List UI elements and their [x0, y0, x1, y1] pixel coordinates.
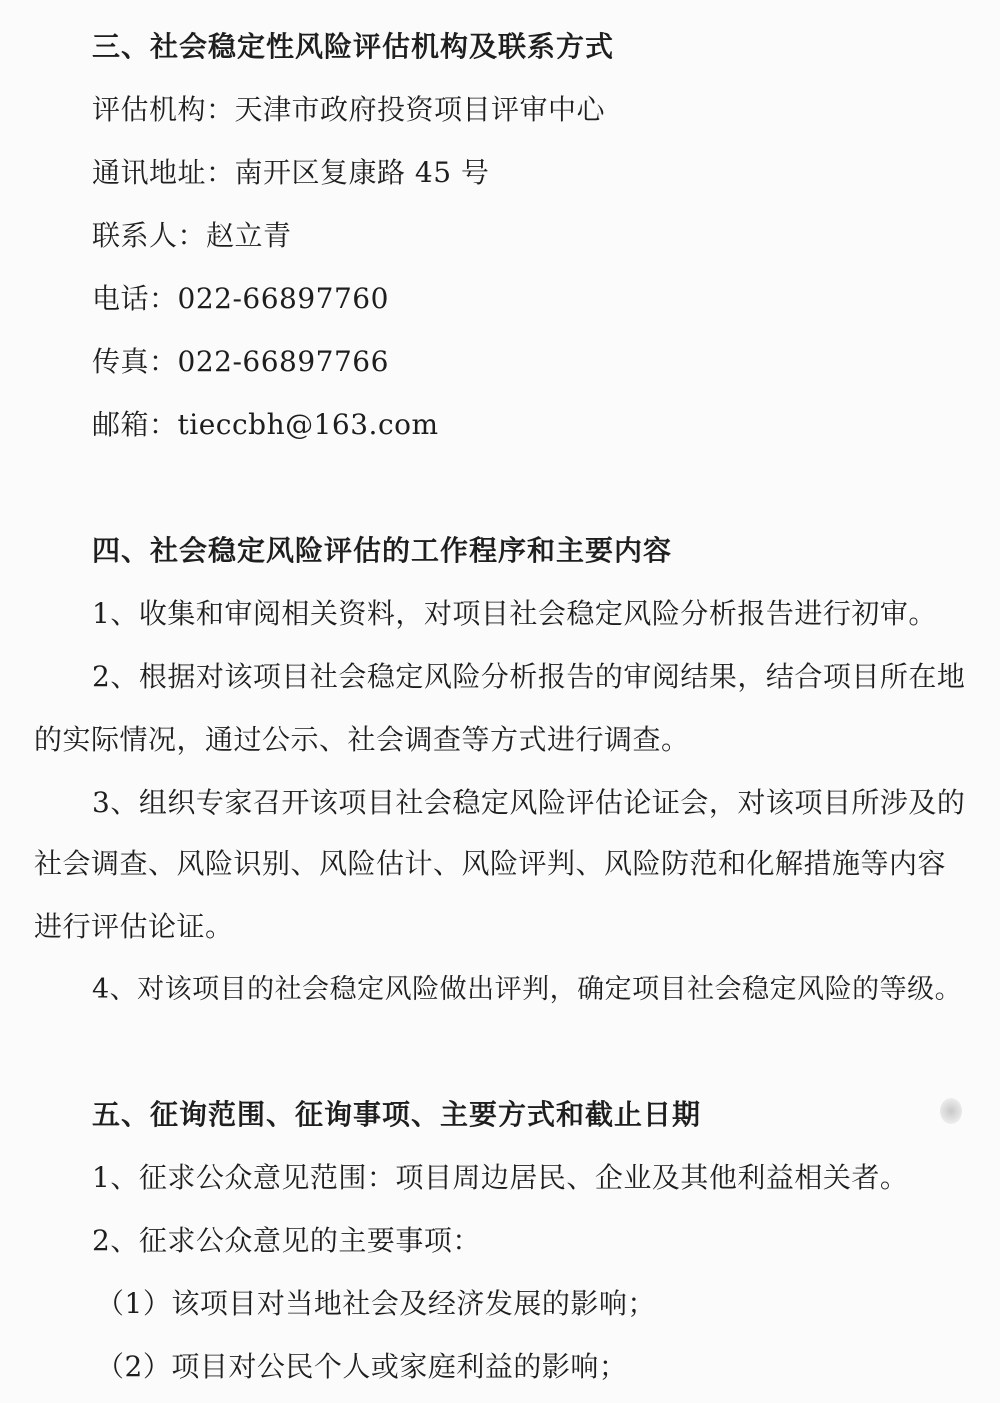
section4-item3-line2: 社会调查、风险识别、风险估计、风险评判、风险防范和化解措施等内容 [34, 847, 947, 880]
section4-heading: 四、社会稳定风险评估的工作程序和主要内容 [92, 534, 673, 567]
section5-item1: 1、征求公众意见范围：项目周边居民、企业及其他利益相关者。 [92, 1161, 909, 1194]
section4-item2-line1: 2、根据对该项目社会稳定风险分析报告的审阅结果，结合项目所在地 [92, 660, 966, 693]
eval-org: 评估机构：天津市政府投资项目评审中心 [92, 93, 606, 126]
phone: 电话：022-66897760 [92, 282, 389, 315]
email: 邮箱：tieccbh@163.com [92, 408, 439, 441]
section4-item1: 1、收集和审阅相关资料，对项目社会稳定风险分析报告进行初审。 [92, 597, 937, 630]
mail-address: 通讯地址：南开区复康路 45 号 [92, 156, 490, 189]
fax: 传真：022-66897766 [92, 345, 389, 378]
section4-item3-line1: 3、组织专家召开该项目社会稳定风险评估论证会，对该项目所涉及的 [92, 786, 966, 819]
section4-item4: 4、对该项目的社会稳定风险做出评判，确定项目社会稳定风险的等级。 [92, 974, 963, 1005]
section4-item2-line2: 的实际情况，通过公示、社会调查等方式进行调查。 [34, 723, 690, 756]
section4-item3-line3: 进行评估论证。 [34, 910, 234, 943]
section3-heading: 三、社会稳定性风险评估机构及联系方式 [92, 30, 615, 63]
section5-sub1: （1）该项目对当地社会及经济发展的影响； [96, 1287, 656, 1320]
contact-person: 联系人：赵立青 [92, 219, 292, 252]
section5-sub2: （2）项目对公民个人或家庭利益的影响； [96, 1350, 628, 1383]
section5-heading: 五、征询范围、征询事项、主要方式和截止日期 [92, 1098, 702, 1131]
section5-item2: 2、征求公众意见的主要事项： [92, 1224, 481, 1257]
paper-speck [940, 1098, 962, 1124]
